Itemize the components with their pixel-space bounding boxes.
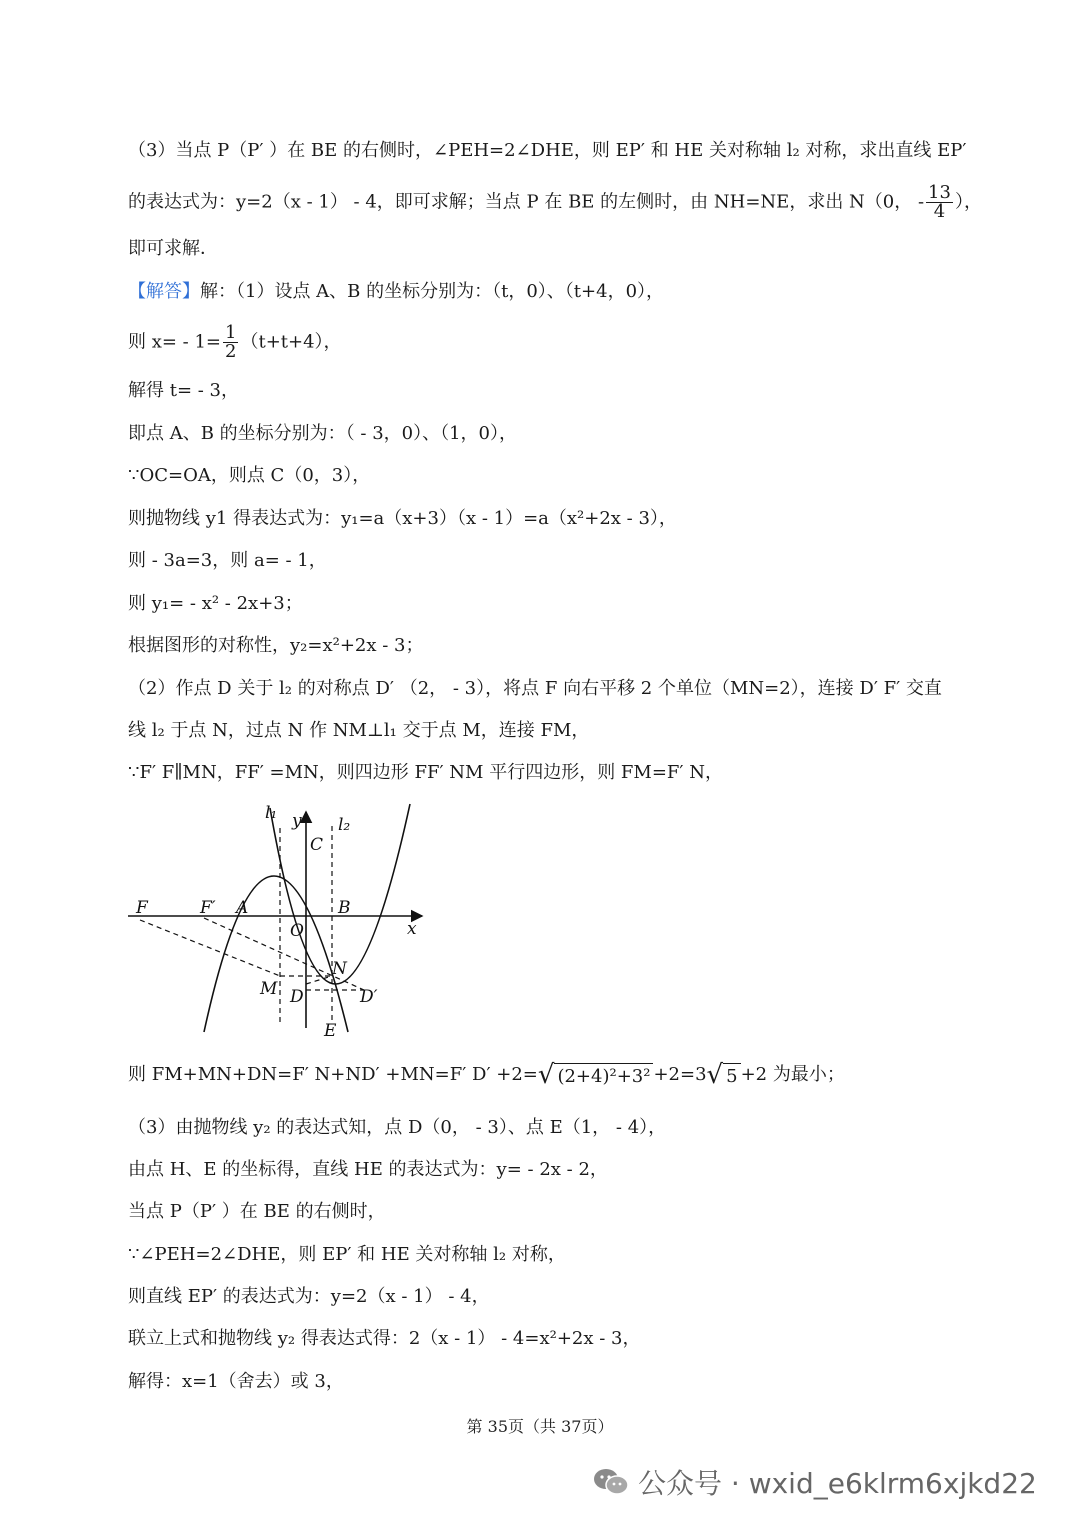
analysis-line-1: （3）当点 P（P′ ）在 BE 的右侧时，∠PEH=2∠DHE，则 EP′ 和 HE 关对称轴 l₂ 对称，求出直线 EP′ xyxy=(128,140,967,161)
label-l2: l₂ xyxy=(338,815,351,835)
segment-FpDp xyxy=(204,918,364,990)
watermark xyxy=(592,1462,1037,1502)
solution-line-18: 则直线 EP′ 的表达式为：y=2（x - 1） - 4， xyxy=(128,1286,490,1307)
sqrt-sign: √ xyxy=(537,1060,555,1090)
analysis-line-3: 即可求解． xyxy=(128,238,218,259)
solution-line-20: 解得：x=1（舍去）或 3， xyxy=(128,1371,344,1392)
solution-line-19: 联立上式和抛物线 y₂ 得表达式得：2（x - 1） - 4=x²+2x - 3， xyxy=(128,1328,641,1349)
radicand: 5 xyxy=(723,1063,740,1088)
label-F: F xyxy=(136,898,148,918)
segment-FM xyxy=(140,920,280,976)
solution-line-1 xyxy=(128,279,984,305)
page-footer: 第 35页（共 37页） xyxy=(466,1417,614,1436)
label-A: A xyxy=(236,898,249,918)
text-segment: +2=3 xyxy=(653,1064,707,1085)
solution-line-16: 当点 P（P′ ）在 BE 的右侧时， xyxy=(128,1201,386,1222)
solution-line-13 xyxy=(128,1062,984,1088)
parabola-figure xyxy=(120,800,430,1040)
solution-line-9: 根据图形的对称性，y₂=x²+2x - 3； xyxy=(128,635,424,656)
solution-line-15: 由点 H、E 的坐标得，直线 HE 的表达式为：y= - 2x - 2， xyxy=(128,1159,608,1180)
radicand: (2+4)²+3² xyxy=(554,1063,653,1088)
fraction xyxy=(926,184,953,221)
solution-line-11: 线 l₂ 于点 N，过点 N 作 NM⊥l₁ 交于点 M，连接 FM， xyxy=(128,720,590,741)
wechat-icon xyxy=(592,1466,630,1498)
solution-line-7: 则 - 3a=3，则 a= - 1， xyxy=(128,550,327,571)
label-D: D xyxy=(290,987,304,1007)
solution-line-4: 即点 A、B 的坐标分别为：（ - 3，0）、（1，0）， xyxy=(128,423,518,444)
solution-line-5: ∵OC=OA，则点 C（0，3）， xyxy=(128,465,371,486)
fraction-numerator: 1 xyxy=(225,322,237,343)
solution-tag: 【解答】 xyxy=(128,281,200,302)
fraction xyxy=(223,324,238,361)
solution-line-14: （3）由抛物线 y₂ 的表达式知，点 D（0， - 3）、点 E（1， - 4）， xyxy=(128,1117,667,1138)
label-O: O xyxy=(290,921,304,941)
text-segment: 则 x= - 1= xyxy=(128,331,222,353)
analysis-line-2 xyxy=(128,184,984,221)
sqrt-sign: √ xyxy=(706,1060,724,1090)
solution-line-12: ∵F′ F∥MN，FF′ =MN，则四边形 FF′ NM 平行四边形，则 FM=F′ N， xyxy=(128,762,723,783)
text-segment: （t+t+4）， xyxy=(240,331,342,353)
solution-line-10: （2）作点 D 关于 l₂ 的对称点 D′ （2， - 3），将点 F 向右平移 2 个单位（MN=2），连接 D′ F′ 交直 xyxy=(128,678,942,699)
watermark-text: 公众号 · wxid_e6klrm6xjkd22 xyxy=(638,1467,1037,1500)
fraction-numerator: 13 xyxy=(928,182,951,203)
solution-line-3: 解得 t= - 3， xyxy=(128,380,240,401)
solution-line-17: ∵∠PEH=2∠DHE，则 EP′ 和 HE 关对称轴 l₂ 对称， xyxy=(128,1244,566,1265)
label-C: C xyxy=(310,835,324,855)
label-Fp: F′ xyxy=(200,898,216,918)
label-N: N xyxy=(332,959,347,979)
fraction-denominator: 4 xyxy=(933,201,946,222)
text-segment: +2 为最小； xyxy=(740,1064,845,1085)
text-segment: 则 FM+MN+DN=F′ N+ND′ +MN=F′ D′ +2= xyxy=(128,1064,538,1085)
label-M: M xyxy=(260,979,278,999)
label-l1: l₁ xyxy=(265,803,278,823)
label-E: E xyxy=(324,1021,337,1040)
label-B: B xyxy=(338,898,351,918)
solution-line-8: 则 y₁= - x² - 2x+3； xyxy=(128,593,303,614)
label-x: x xyxy=(407,919,417,939)
label-y: y xyxy=(292,811,302,831)
fraction-denominator: 2 xyxy=(225,341,237,362)
solution-line-6: 则抛物线 y1 得表达式为：y₁=a（x+3）（x - 1）=a（x²+2x - 3）， xyxy=(128,508,677,529)
text-segment: 的表达式为：y=2（x - 1） - 4，即可求解；当点 P 在 BE 的左侧时，由 NH=NE，求出 N（0， - xyxy=(128,191,925,213)
text-segment: 解：（1）设点 A、B 的坐标分别为：（t，0）、（t+4，0）， xyxy=(200,281,665,302)
text-segment: ）， xyxy=(954,191,982,213)
label-Dp: D′ xyxy=(360,987,378,1007)
segment-DN xyxy=(306,976,332,984)
solution-line-2 xyxy=(128,324,984,361)
